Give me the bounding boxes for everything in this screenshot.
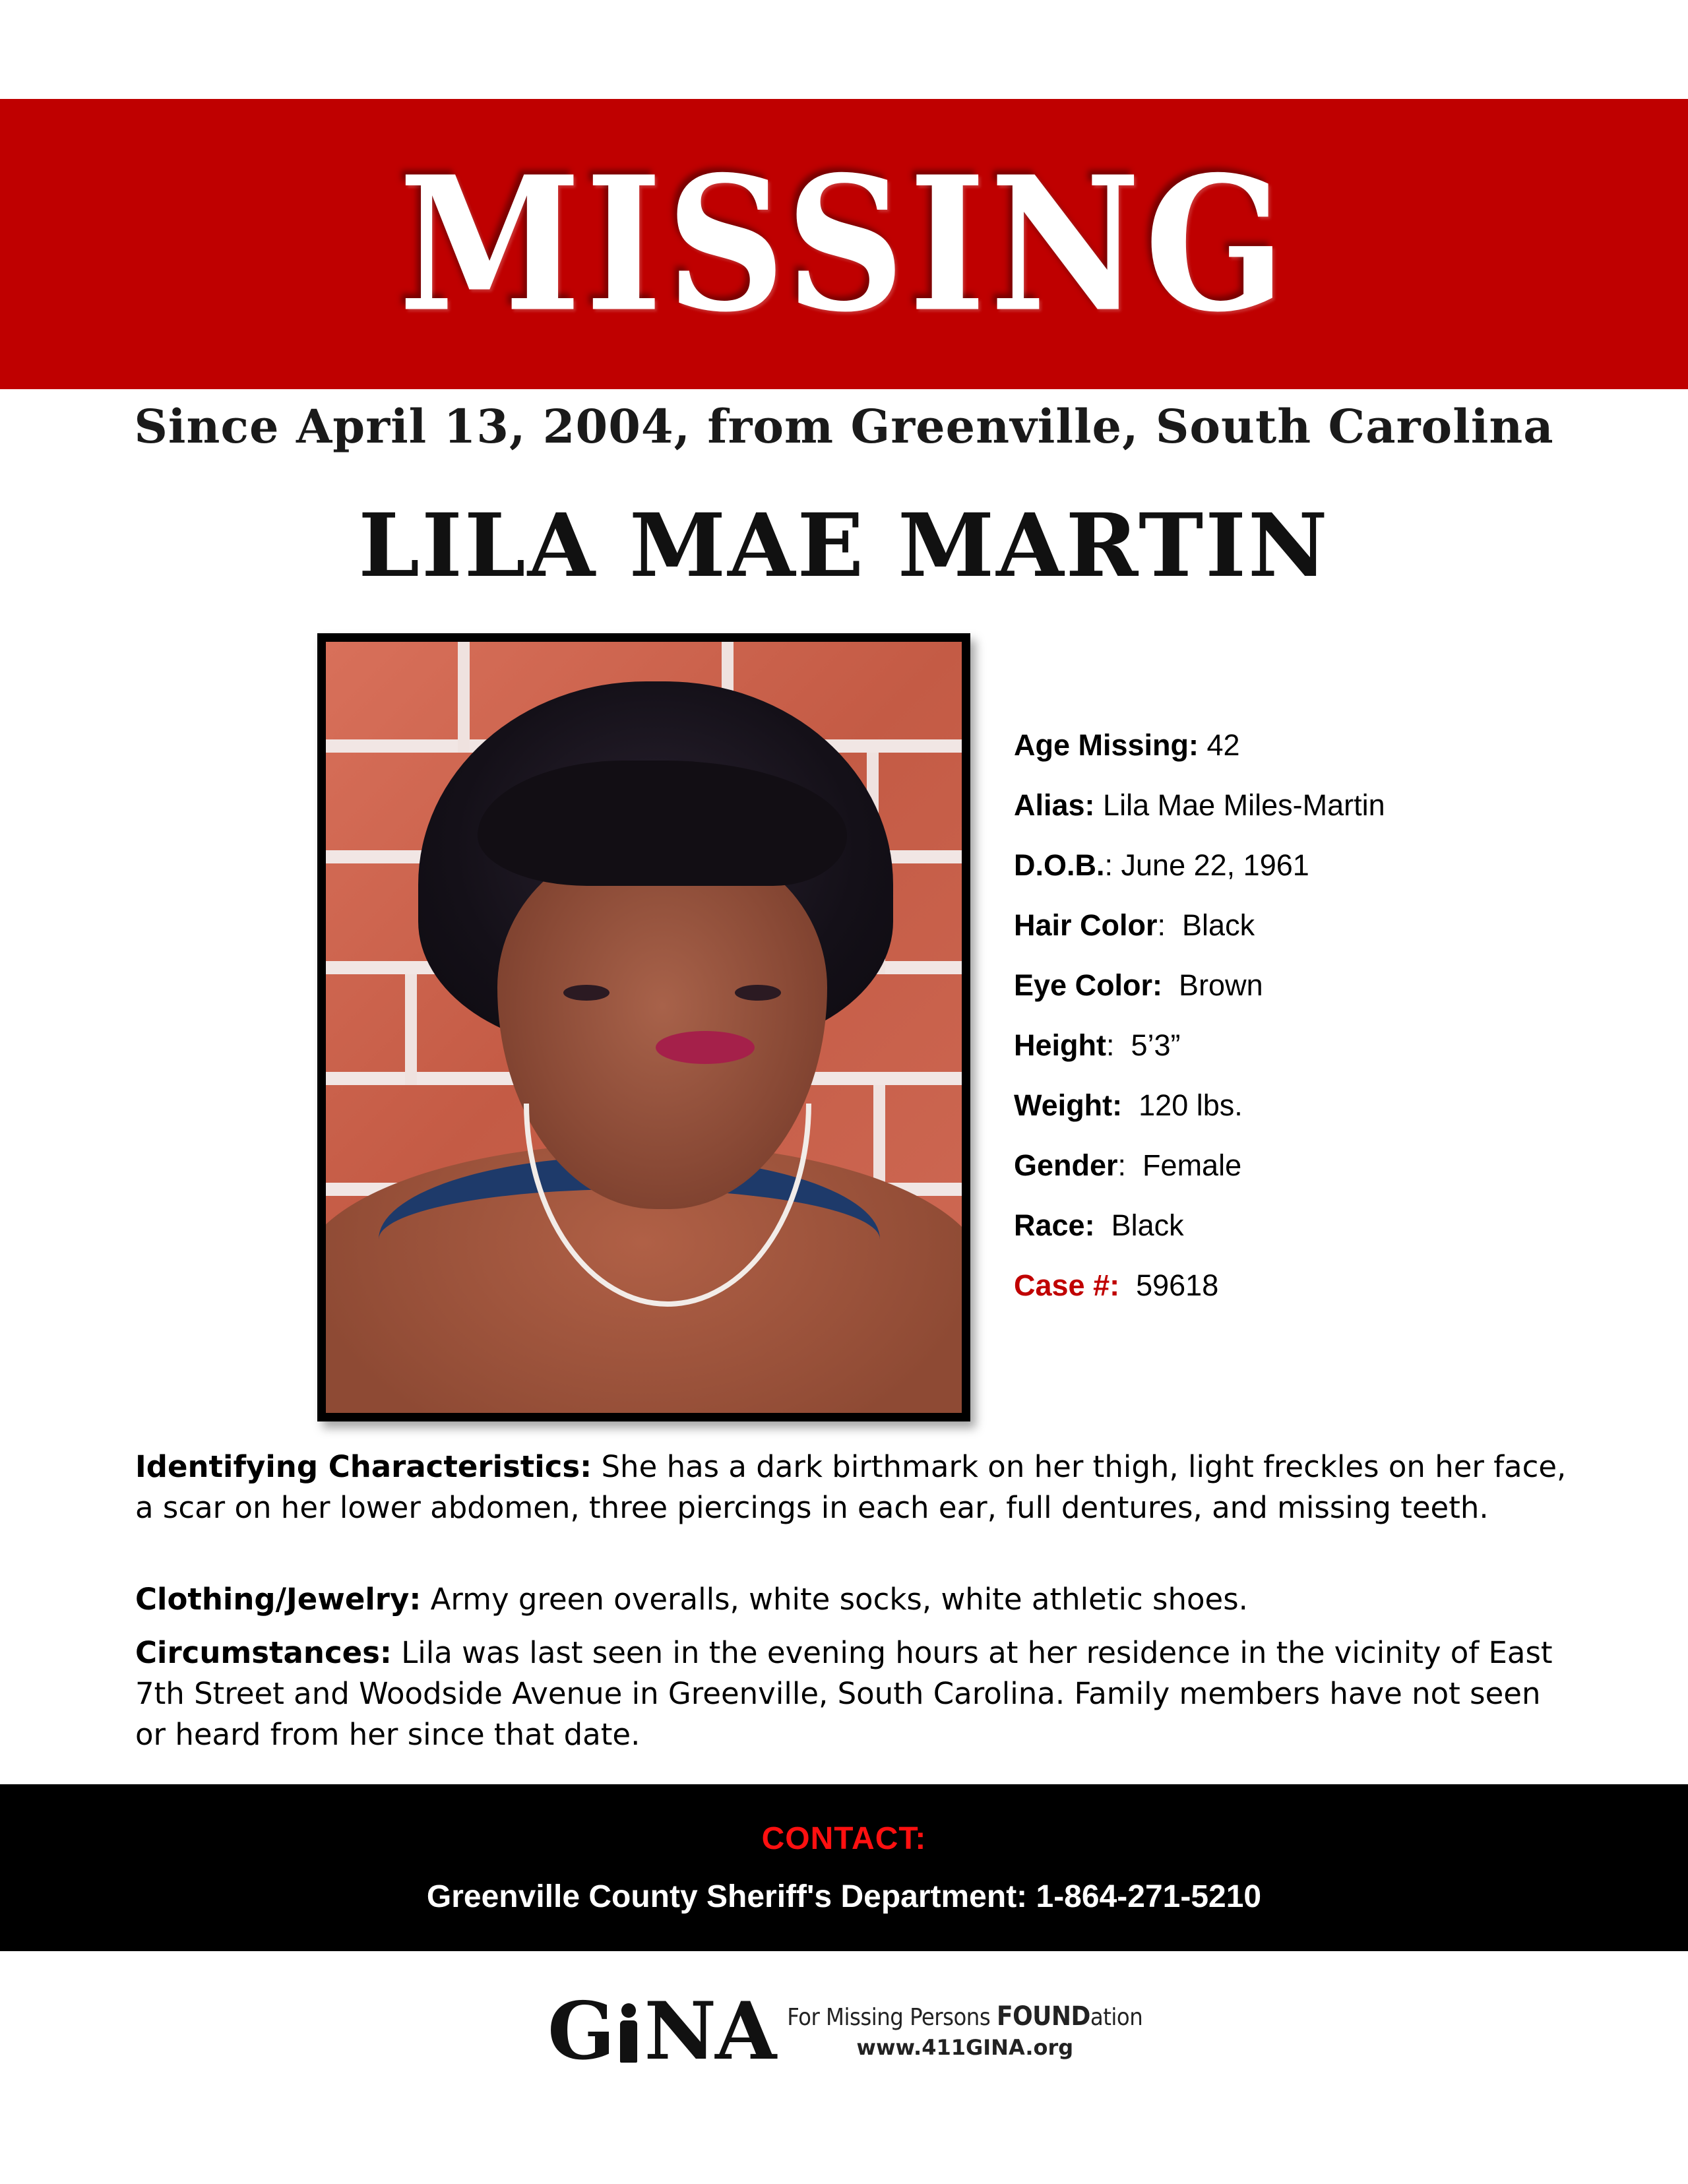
detail-value: 120 lbs. [1122,1088,1243,1122]
contact-phone-line: Greenville County Sheriff's Department: 1-864-271-5210 [426,1879,1262,1914]
identifying-characteristics [135,1447,1573,1528]
detail-label: Height [1014,1028,1106,1062]
detail-label: Gender [1014,1148,1118,1182]
logo-letters-na: NA [644,1985,776,2078]
identifying-text: She has a dark birthmark on her thigh, light freckles on her face, a scar on her lower abdomen, three piercings in each ear, full dentures, and missing teeth. [135,1449,1567,1525]
gina-foundation-logo [547,1985,1143,2078]
missing-person-photo [326,642,962,1413]
tagline-prefix: For Missing Persons [787,2004,997,2031]
person-name: LILA MAE MARTIN [358,495,1330,597]
detail-label: D.O.B. [1014,848,1105,882]
tagline-suffix: ation [1090,2004,1143,2031]
detail-case-number [1014,1266,1385,1326]
photo-frame [317,633,970,1421]
detail-value: : 5’3” [1106,1028,1181,1062]
photo-eye [735,985,781,1001]
detail-race [1014,1206,1385,1266]
detail-value: 59618 [1119,1268,1219,1302]
detail-label: Weight: [1014,1088,1123,1122]
identifying-label: Identifying Characteristics: [135,1449,592,1484]
detail-value: : June 22, 1961 [1104,848,1309,882]
circumstances-label: Circumstances: [135,1635,392,1670]
detail-value: : Female [1117,1148,1242,1182]
detail-gender [1014,1146,1385,1206]
detail-value: Brown [1162,968,1263,1002]
detail-value: Lila Mae Miles-Martin [1094,788,1385,822]
circumstances-text: Lila was last seen in the evening hours at her residence in the vicinity of East 7th Street and Woodside Avenue in Greenville, South Carolina. Family members have not seen or heard from her since that date. [135,1635,1553,1752]
detail-value: 42 [1199,728,1240,762]
since-date-location: Since April 13, 2004, from Greenville, South Carolina [134,399,1554,454]
detail-height [1014,1026,1385,1086]
logo-text [787,2001,1142,2062]
details-list [1014,726,1385,1326]
detail-value: : Black [1157,908,1255,942]
detail-label: Age Missing: [1014,728,1199,762]
logo-letter-g: G [547,1985,614,2078]
detail-weight [1014,1086,1385,1146]
brick-mortar [405,974,417,1085]
clothing-label: Clothing/Jewelry: [135,1582,422,1617]
detail-label: Case #: [1014,1268,1120,1302]
detail-dob [1014,846,1385,906]
circumstances [135,1633,1573,1755]
logo-url: www.411GINA.org [856,2035,1074,2060]
contact-band [0,1784,1688,1951]
detail-label: Race: [1014,1208,1095,1242]
person-icon [616,2003,641,2063]
detail-value: Black [1094,1208,1184,1242]
missing-title: MISSING [398,135,1290,353]
clothing-jewelry [135,1579,1573,1620]
detail-age-missing [1014,726,1385,786]
detail-hair-color [1014,906,1385,966]
detail-label: Eye Color: [1014,968,1163,1002]
tagline-bold: FOUND [996,2001,1090,2032]
photo-lips [656,1031,755,1064]
gina-logo-mark [547,1985,776,2078]
clothing-text: Army green overalls, white socks, white athletic shoes. [421,1582,1248,1617]
photo-eye [563,985,610,1001]
detail-label: Hair Color [1014,908,1158,942]
contact-label: CONTACT: [761,1821,927,1856]
brick-mortar [458,642,470,753]
detail-label: Alias: [1014,788,1095,822]
logo-tagline [787,2001,1142,2033]
detail-eye-color [1014,966,1385,1026]
detail-alias [1014,786,1385,846]
